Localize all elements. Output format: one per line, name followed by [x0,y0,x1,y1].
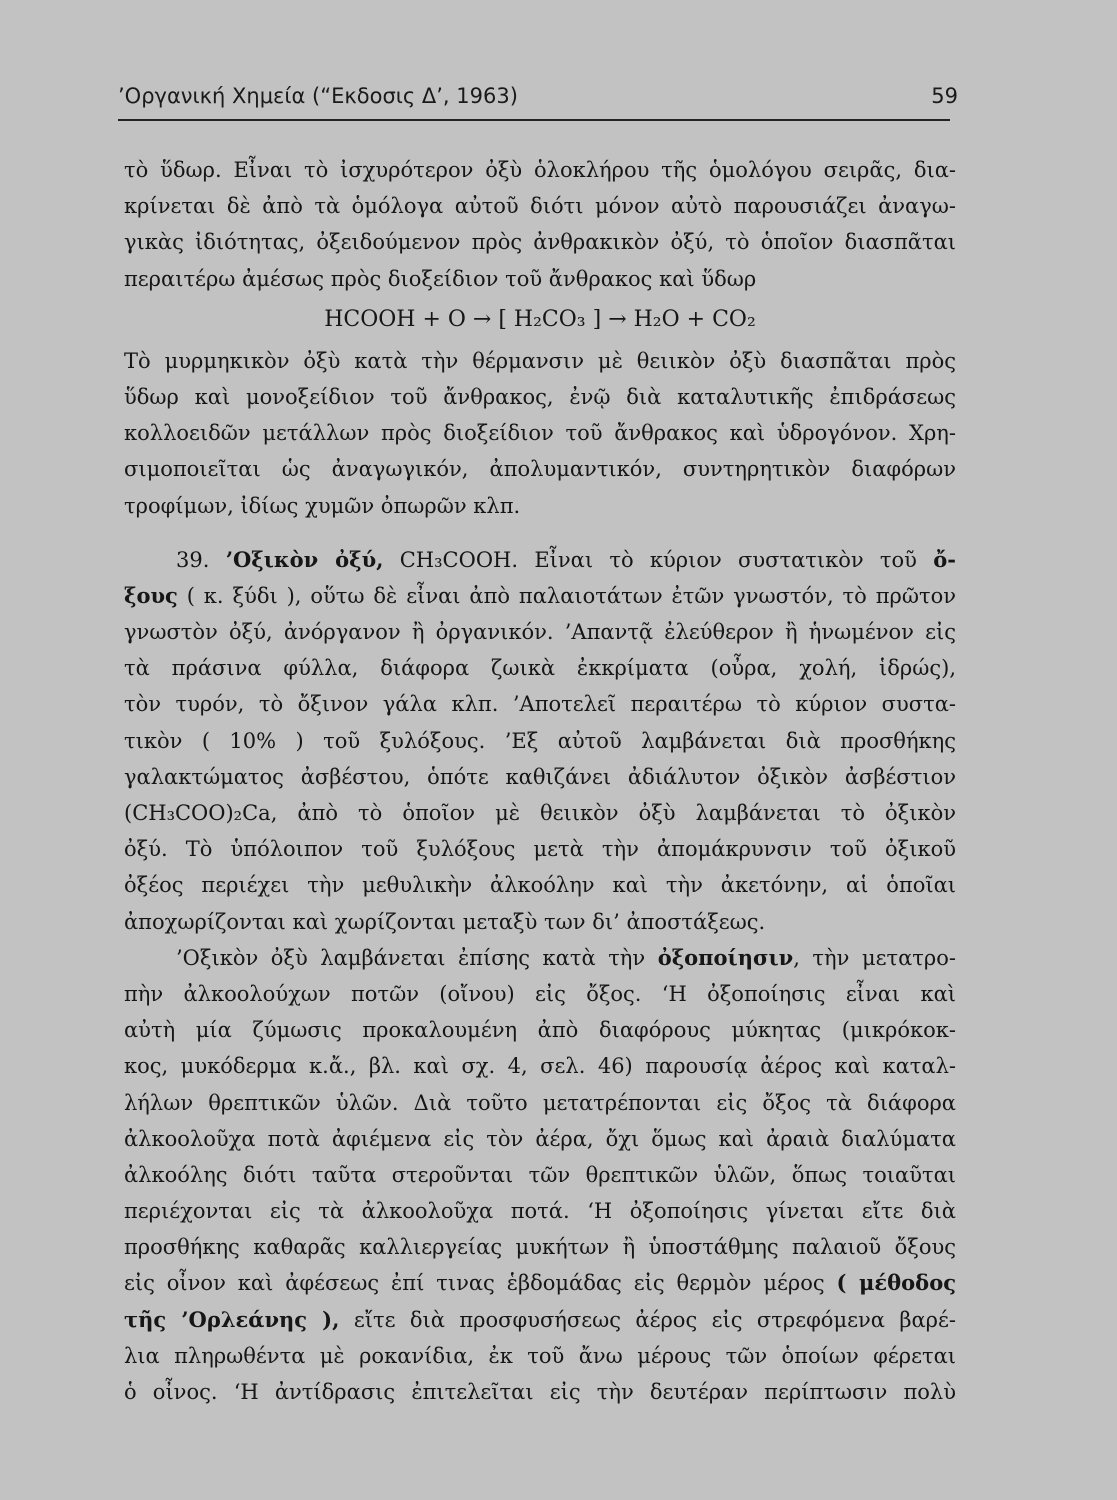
text-line: αὐτὴ μία ζύμωσις προκαλουμένη ἀπὸ διαφόρους μύκητας (μικρόκοκ- [124,1018,956,1043]
text-span: Εἶναι τὸ κύριον συστατικὸν τοῦ [534,547,917,572]
text-line: τὸν τυρόν, τὸ ὄξινον γάλα κλπ. ’Αποτελεῖ περαιτέρω τὸ κύριον συστα- [124,692,956,717]
text-span: ( κ. ξύδι ), οὕτω δὲ εἶναι ἀπὸ παλαιοτάτων ἐτῶν γνωστόν, τὸ πρῶτον [186,583,956,608]
section-gap [124,524,956,542]
bold-term: ( μέθοδος [836,1270,956,1296]
text-line: ἀλκοολοῦχα ποτὰ ἀφιέμενα εἰς τὸν ἀέρα, ὄχι ὅμως καὶ ἀραιὰ διαλύματα [124,1126,956,1151]
text-span: , τὴν μετατρο- [793,945,956,970]
text-span: ’Οξικὸν ὀξὺ λαμβάνεται ἐπίσης κατὰ τὴν [176,945,646,970]
chemical-equation: HCOOH + O → [ H₂CO₃ ] → H₂O + CO₂ [324,306,756,332]
text-line: γαλακτώματος ἀσβέστου, ὁπότε καθιζάνει ἀδιάλυτον ὀξικὸν ἀσβέστιον [124,764,956,789]
text-line: λια πληρωθέντα μὲ ροκανίδια, ἐκ τοῦ ἄνω μέρους τῶν ὁποίων φέρεται [124,1343,956,1368]
section-number: 39. [176,547,210,572]
text-line: (CH₃COO)₂Ca, ἀπὸ τὸ ὁποῖον μὲ θειικὸν ὀξὺ λαμβάνεται τὸ ὀξικὸν [124,801,956,825]
text-line: ἀλκοόλης διότι ταῦτα στεροῦνται τῶν θρεπτικῶν ὑλῶν, ὅπως τοιαῦται [124,1162,956,1187]
text-line: περαιτέρω ἀμέσως πρὸς διοξείδιον τοῦ ἄνθρακος καὶ ὕδωρ [124,266,757,291]
text-line: ὀξύ. Τὸ ὑπόλοιπον τοῦ ξυλόξους μετὰ τὴν ἀπομάκρυνσιν τοῦ ὀξικοῦ [124,837,956,862]
text-line [124,1302,956,1338]
page-number: 59 [931,84,958,108]
text-line: κολλοειδῶν μετάλλων πρὸς διοξείδιον τοῦ ἄνθρακος καὶ ὑδρογόνον. Χρη- [124,421,956,446]
text-line: κρίνεται δὲ ἀπὸ τὰ ὁμόλογα αὐτοῦ διότι μόνον αὐτὸ παρουσιάζει ἀναγω- [124,194,956,219]
text-line [124,940,956,976]
bold-term: τῆς ’Ορλεάνης ), [124,1306,340,1332]
text-line: τὸ ὕδωρ. Εἶναι τὸ ἰσχυρότερον ὀξὺ ὁλοκλήρου τῆς ὁμολόγου σειρᾶς, δια- [124,158,956,182]
text-line: πὴν ἀλκοολούχων ποτῶν (οἴνου) εἰς ὄξος. ‘Η ὀξοποίησις εἶναι καὶ [124,981,956,1006]
text-line: γνωστὸν ὀξύ, ἀνόργανον ἢ ὀργανικόν. ’Απαντᾷ ἐλεύθερον ἢ ἡνωμένον εἰς [124,620,956,645]
text-span: εἰς οἶνον καὶ ἀφέσεως ἐπί τινας ἑβδομάδας εἰς θερμὸν μέρος [124,1271,825,1296]
running-header [118,84,958,118]
text-line: ὕδωρ καὶ μονοξείδιον τοῦ ἄνθρακος, ἐνῷ διὰ καταλυτικῆς ἐπιδράσεως [124,384,956,409]
text-line: τροφίμων, ἰδίως χυμῶν ὀπωρῶν κλπ. [124,493,521,518]
text-line: κος, μυκόδερμα κ.ἄ., βλ. καὶ σχ. 4, σελ. 46) παρουσίᾳ ἀέρος καὶ καταλ- [124,1054,956,1079]
bold-term: ὀξοποίησιν [657,944,794,970]
text-line: ὁ οἶνος. ‘Η ἀντίδρασις ἐπιτελεῖται εἰς τὴν δευτέραν περίπτωσιν πολὺ [124,1380,956,1404]
text-line [124,578,956,614]
section-formula: CH₃COOH. [399,547,519,572]
text-line: τικὸν ( 10% ) τοῦ ξυλόξους. ’Εξ αὐτοῦ λαμβάνεται διὰ προσθήκης [124,728,956,753]
text-line: Τὸ μυρμηκικὸν ὀξὺ κατὰ τὴν θέρμανσιν μὲ θειικὸν ὀξὺ διασπᾶται πρὸς [124,348,956,373]
text-line: προσθήκης καθαρᾶς καλλιεργείας μυκήτων ἢ ὑποστάθμης παλαιοῦ ὄξους [124,1235,956,1260]
text-span: εἴτε διὰ προσφυσήσεως ἀέρος εἰς στρεφόμενα βαρέ- [353,1307,956,1332]
body-text [124,152,956,1410]
text-line: λήλων θρεπτικῶν ὑλῶν. Διὰ τοῦτο μετατρέπονται εἰς ὄξος τὰ διάφορα [124,1090,956,1115]
bold-term: ξους [124,582,178,608]
text-line: ἀποχωρίζονται καὶ χωρίζονται μεταξὺ των δι’ ἀποστάξεως. [124,909,766,934]
section-heading-line [124,542,956,578]
bold-term: ὄ- [933,546,956,572]
text-line: γικὰς ἰδιότητας, ὀξειδούμενον πρὸς ἀνθρακικὸν ὀξύ, τὸ ὁποῖον διασπᾶται [124,230,956,255]
text-line: τὰ πράσινα φύλλα, διάφορα ζωικὰ ἐκκρίματα (οὖρα, χολή, ἱδρώς), [124,656,956,681]
text-line: ὀξέος περιέχει τὴν μεθυλικὴν ἀλκοόλην καὶ τὴν ἀκετόνην, αἱ ὁποῖαι [124,873,956,898]
text-line [124,1265,956,1301]
text-line: περιέχονται εἰς τὰ ἀλκοολοῦχα ποτά. ‘Η ὀξοποίησις γίνεται εἴτε διὰ [124,1199,956,1224]
section-title: ’Οξικὸν ὀξύ, [225,546,384,572]
header-rule [118,119,950,121]
text-line: σιμοποιεῖται ὡς ἀναγωγικόν, ἀπολυμαντικόν, συντηρητικὸν διαφόρων [124,457,956,482]
running-title: ’Οργανική Χημεία (“Εκδοσις Δ’, 1963) [118,84,518,108]
